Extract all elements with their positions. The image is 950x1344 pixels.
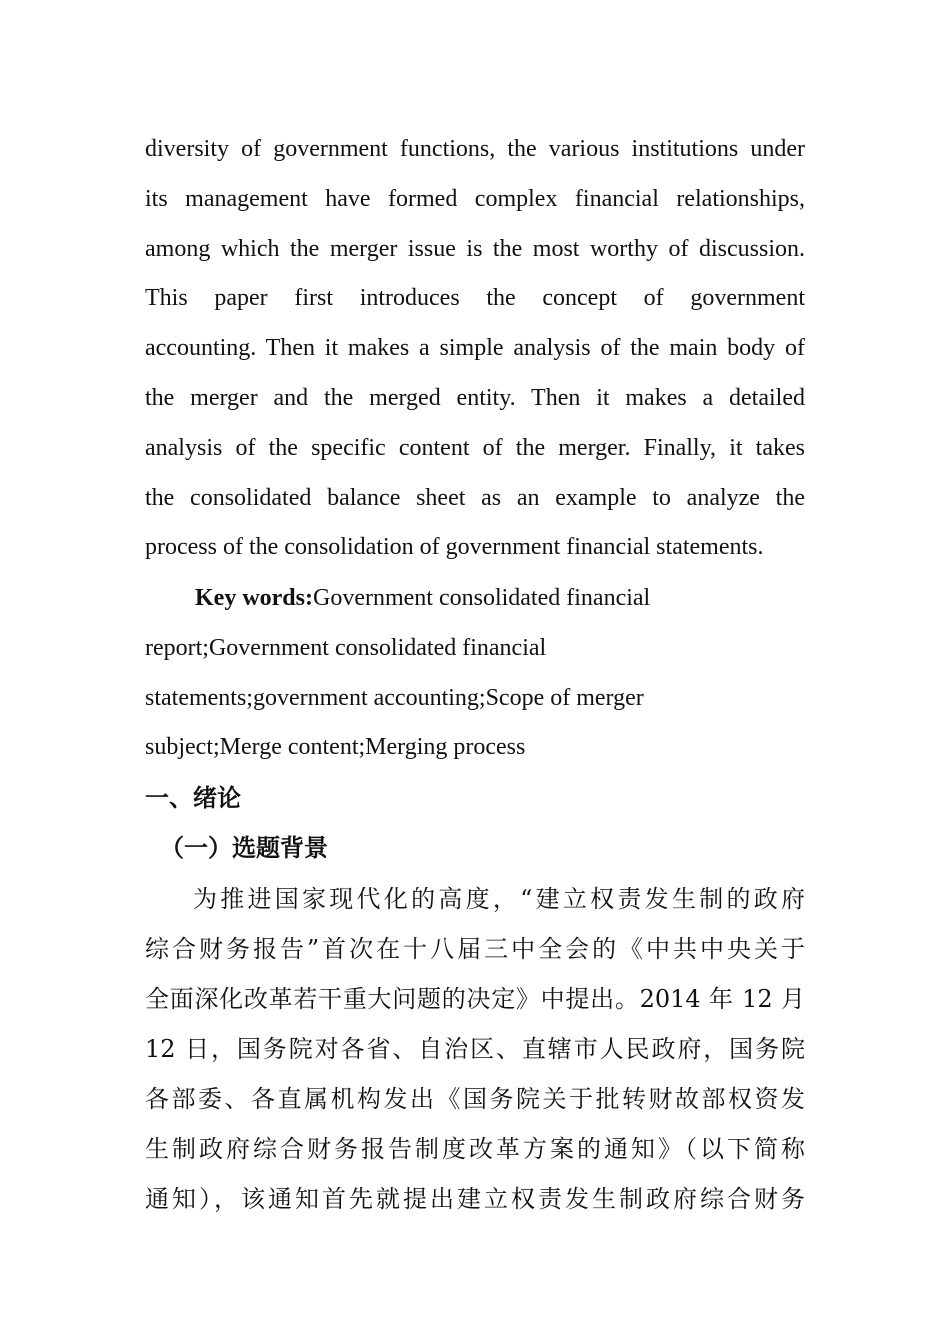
keywords-line: subject;Merge content;Merging process xyxy=(145,734,526,761)
abstract-line: among which the merger issue is the most worthy of discussion. xyxy=(145,235,805,262)
section-heading: 一、绪论 xyxy=(145,784,241,812)
abstract-line: accounting. Then it makes a simple analysis of the main body of xyxy=(145,335,805,362)
abstract-line: its management have formed complex financial relationships, xyxy=(145,185,805,212)
keywords-line: statements;government accounting;Scope of merger xyxy=(145,684,644,711)
keywords-line: report;Government consolidated financial xyxy=(145,634,547,661)
abstract-line: the consolidated balance sheet as an example to analyze the xyxy=(145,484,805,511)
body-line: 各部委、各直属机构发出《国务院关于批转财故部权资发 xyxy=(145,1085,805,1113)
abstract-line: process of the consolidation of government financial statements. xyxy=(145,534,764,561)
keywords-label: Key words: xyxy=(195,585,313,611)
keywords-paragraph xyxy=(145,574,805,773)
abstract-line: analysis of the specific content of the merger. Finally, it takes xyxy=(145,434,805,461)
abstract-paragraph xyxy=(145,125,805,573)
body-line: 全面深化改革若干重大问题的决定》中提出。2014 年 12 月 xyxy=(145,985,805,1013)
abstract-line: This paper first introduces the concept of government xyxy=(145,285,805,312)
abstract-line: diversity of government functions, the various institutions under xyxy=(145,136,805,162)
body-line: 通知），该通知首先就提出建立权责发生制政府综合财务 xyxy=(145,1185,805,1213)
body-line: 生制政府综合财务报告制度改革方案的通知》（以下简称 xyxy=(145,1135,805,1163)
subsection-heading: （一）选题背景 xyxy=(160,834,328,862)
body-paragraph xyxy=(145,874,805,1224)
body-line: 综合财务报告”首次在十八届三中全会的《中共中央关于 xyxy=(145,935,805,963)
body-line: 12 日，国务院对各省、自治区、直辖市人民政府，国务院 xyxy=(145,1035,805,1063)
body-line: 为推进国家现代化的高度，“建立权责发生制的政府 xyxy=(193,885,805,913)
keywords-first-line xyxy=(145,574,805,624)
keywords-text: Government consolidated financial xyxy=(312,585,651,611)
abstract-line: the merger and the merged entity. Then it makes a detailed xyxy=(145,384,805,411)
